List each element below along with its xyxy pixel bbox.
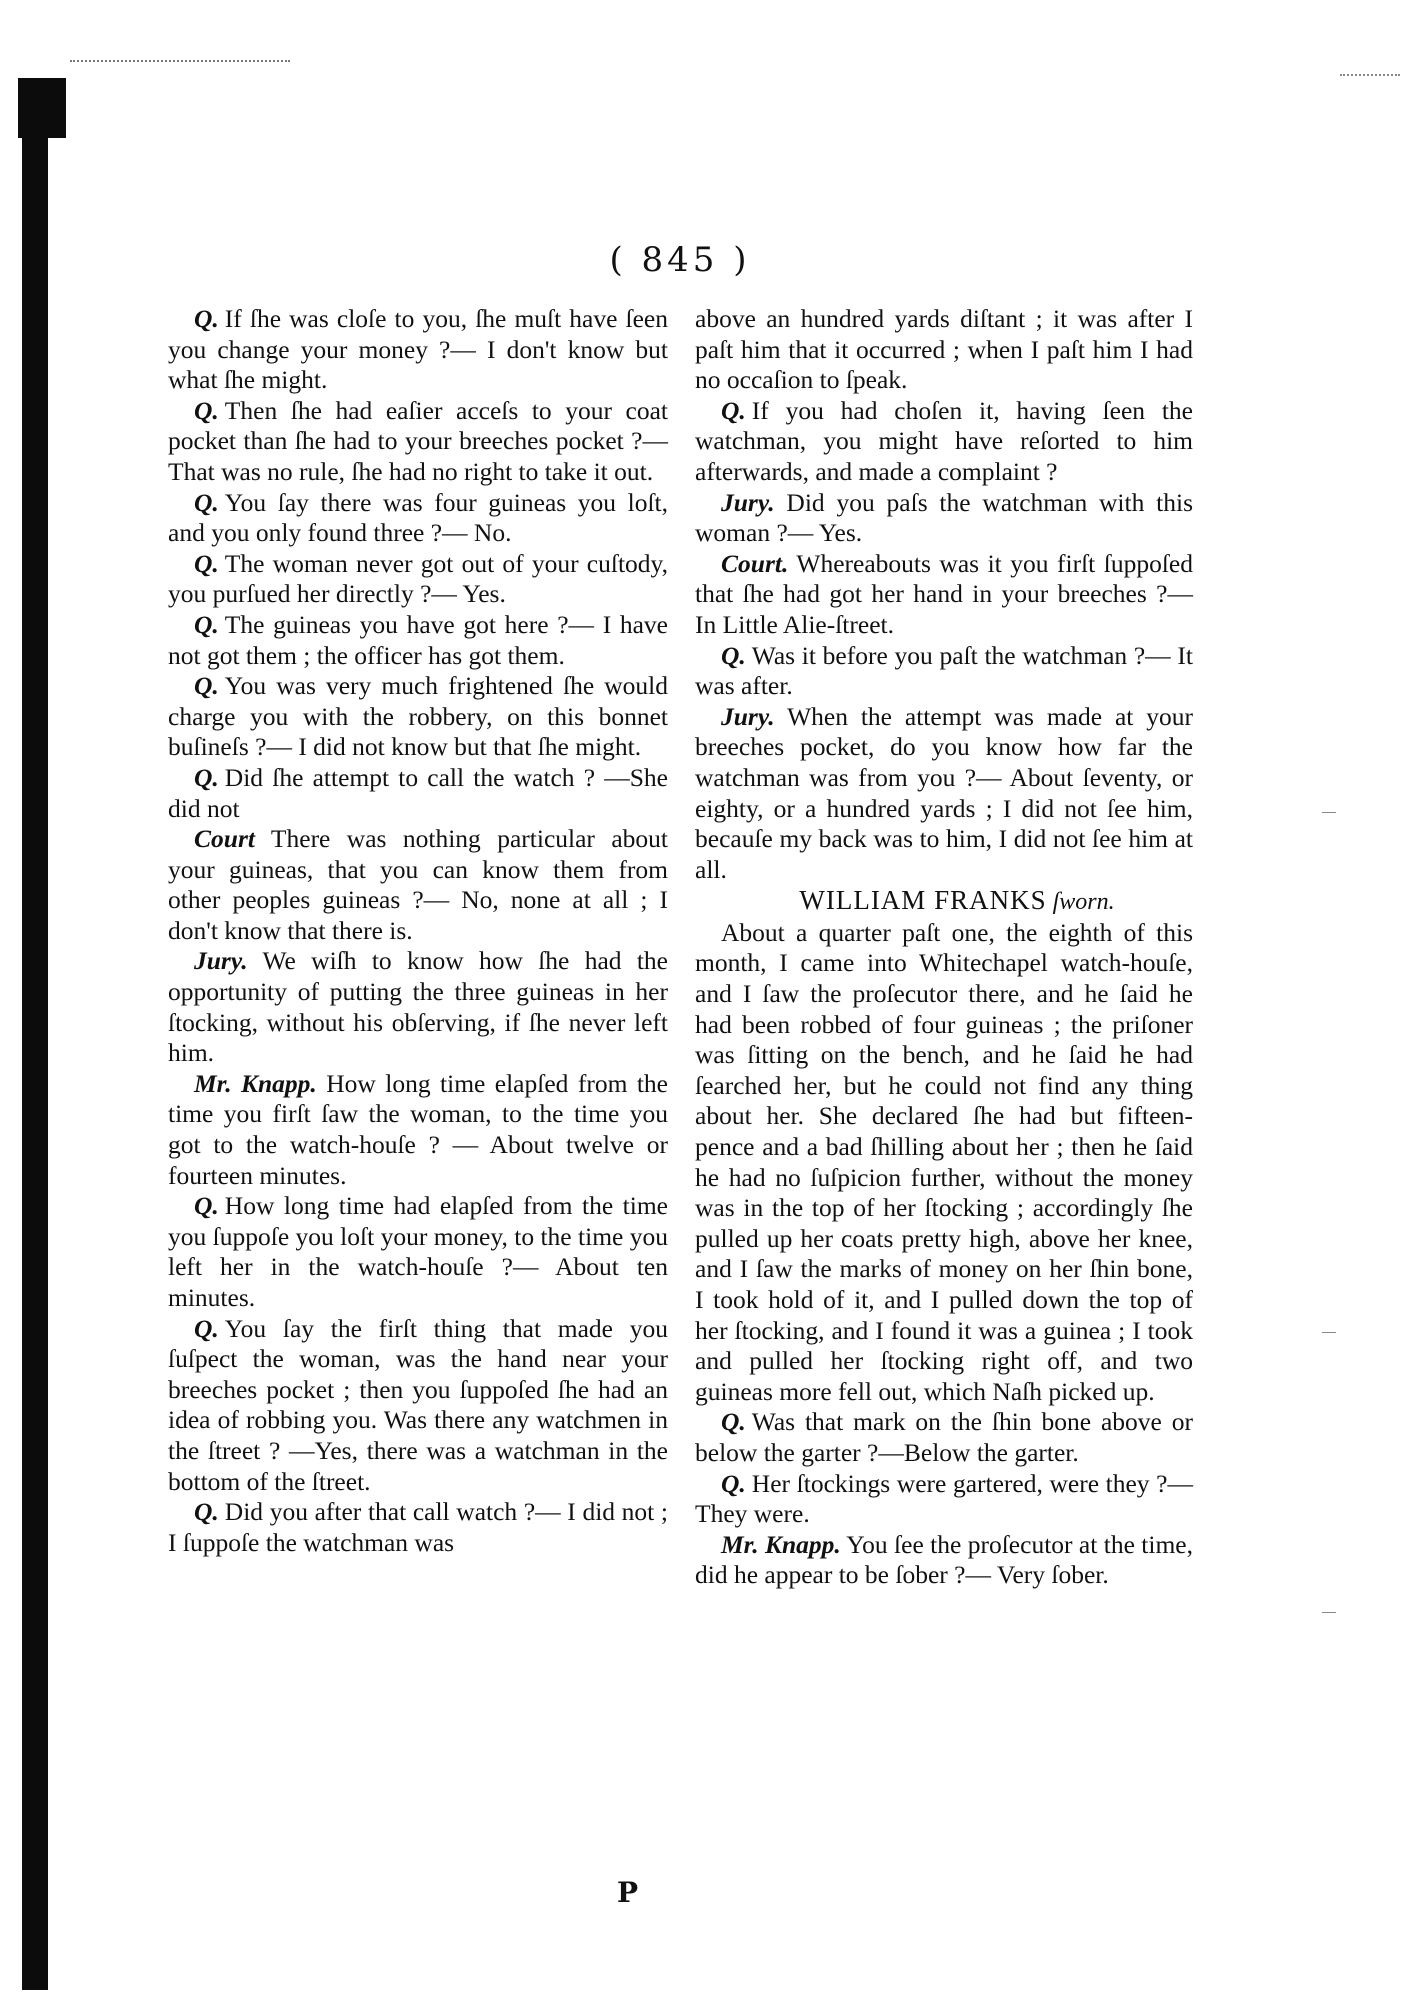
speaker-paragraph bbox=[695, 1530, 1193, 1591]
speaker-label: Jury. bbox=[721, 487, 775, 517]
paragraph-text: Her ſtockings were gartered, were they ?—They were. bbox=[695, 1468, 1193, 1529]
witness-heading bbox=[695, 885, 1193, 918]
left-column bbox=[168, 304, 668, 1914]
paragraph-text: You ſay there was four guineas you loſt, and you only found three ?— No. bbox=[168, 487, 668, 548]
paragraph-text: How long time elapſed from the time you firſt ſaw the woman, to the time you got to the watch-houſe ? — About twelve or fourteen minutes. bbox=[168, 1068, 668, 1190]
witness-name: WILLIAM FRANKS bbox=[799, 885, 1047, 916]
speaker-label: Jury. bbox=[721, 701, 775, 731]
question-paragraph bbox=[695, 1469, 1193, 1530]
paragraph-text: There was nothing particular about your guineas, that you can know them from other peoples guineas ?— No, none at all ; I don't know that there is. bbox=[168, 824, 668, 945]
paragraph-text: About a quarter paſt one, the eighth of this month, I came into Whitechapel watch-houſe, and I ſaw the proſecutor there, and he ſaid he had been robbed of four guineas ; the priſoner was ſitting on the bench, and he ſaid he had ſearched her, but he could not find any thing about her. She declared ſhe had but fifteen-pence and a bad ſhilling about her ; then he ſaid he had no ſuſpicion further, without the money was in the top of her ſtocking ; accordingly ſhe pulled up her coats pretty high, above her knee, and I ſaw the marks of money on her ſhin bone, I took hold of it, and I pulled down the top of her ſtocking, and I found it was a guinea ; I took and pulled her ſtocking right off, and two guineas more fell out, which Naſh picked up. bbox=[695, 917, 1193, 1406]
paragraph-text: Did you paſs the watchman with this woman ?— Yes. bbox=[695, 487, 1193, 548]
speaker-label: Mr. Knapp. bbox=[721, 1529, 841, 1559]
paragraph-text: Was it before you paſt the watchman ?— It was after. bbox=[695, 640, 1193, 701]
speaker-paragraph bbox=[168, 824, 668, 946]
signature-mark: P bbox=[617, 1876, 639, 1909]
paragraph-text: If ſhe was cloſe to you, ſhe muſt have ſeen you change your money ?— I don't know but what ſhe might. bbox=[168, 304, 668, 395]
testimony-paragraph bbox=[695, 304, 1193, 396]
question-paragraph bbox=[695, 396, 1193, 488]
question-marker: Q. bbox=[194, 1497, 219, 1527]
question-paragraph bbox=[168, 304, 668, 396]
question-marker: Q. bbox=[194, 395, 219, 425]
question-paragraph bbox=[168, 610, 668, 671]
speaker-paragraph bbox=[695, 488, 1193, 549]
question-paragraph bbox=[168, 396, 668, 488]
margin-tick bbox=[1322, 1612, 1336, 1613]
question-paragraph bbox=[695, 641, 1193, 702]
sworn-label: ſworn. bbox=[1046, 889, 1115, 916]
question-marker: Q. bbox=[194, 609, 219, 639]
paragraph-text: Then ſhe had eaſier acceſs to your coat pocket than ſhe had to your breeches pocket ?— That was no rule, ſhe had no right to take it out. bbox=[168, 395, 668, 486]
question-paragraph bbox=[168, 488, 668, 549]
speaker-label: Court. bbox=[721, 548, 789, 578]
question-marker: Q. bbox=[194, 487, 219, 517]
paragraph-text: When the attempt was made at your breeches pocket, do you know how far the watchman was from you ?— About ſeventy, or eighty, or a hundred yards ; I did not ſee him, becauſe my back was to him, I did not ſee him at all. bbox=[695, 701, 1193, 884]
question-paragraph bbox=[168, 1191, 668, 1313]
binding-shadow bbox=[22, 80, 48, 1990]
paragraph-text: The guineas you have got here ?— I have not got them ; the officer has got them. bbox=[168, 609, 668, 670]
paragraph-text: You was very much frightened ſhe would charge you with the robbery, on this bonnet buſineſs ?— I did not know but that ſhe might. bbox=[168, 671, 668, 762]
question-paragraph bbox=[695, 1407, 1193, 1468]
question-paragraph bbox=[168, 1497, 668, 1558]
question-paragraph bbox=[168, 671, 668, 763]
speaker-paragraph bbox=[168, 1069, 668, 1191]
question-marker: Q. bbox=[721, 1468, 746, 1498]
speaker-label: Jury. bbox=[194, 946, 248, 976]
paragraph-text: If you had choſen it, having ſeen the watchman, you might have reſorted to him afterwards, and made a complaint ? bbox=[695, 395, 1193, 486]
speaker-paragraph bbox=[168, 946, 668, 1068]
question-marker: Q. bbox=[194, 762, 219, 792]
margin-tick bbox=[1322, 812, 1336, 813]
question-paragraph bbox=[168, 763, 668, 824]
paragraph-text: How long time had elapſed from the time you ſuppoſe you loſt your money, to the time you left her in the watch-houſe ?— About ten minutes. bbox=[168, 1191, 668, 1312]
question-marker: Q. bbox=[194, 304, 219, 333]
speaker-paragraph bbox=[695, 549, 1193, 641]
right-column bbox=[695, 304, 1193, 1914]
margin-tick bbox=[1322, 1332, 1336, 1333]
paragraph-text: You ſay the firſt thing that made you ſuſpect the woman, was the hand near your breeches pocket ; then you ſuppoſed ſhe had an idea of robbing you. Was there any watchmen in the ſtreet ? —Yes, there was a watchman in the bottom of the ſtreet. bbox=[168, 1313, 668, 1496]
speaker-label: Mr. Knapp. bbox=[194, 1068, 317, 1098]
question-marker: Q. bbox=[194, 671, 219, 701]
speaker-label: Court bbox=[194, 824, 255, 854]
question-marker: Q. bbox=[721, 395, 746, 425]
paragraph-text: Did ſhe attempt to call the watch ? —She did not bbox=[168, 762, 668, 823]
question-marker: Q. bbox=[194, 548, 219, 578]
question-marker: Q. bbox=[194, 1191, 219, 1221]
paragraph-text: You ſee the proſecutor at the time, did he appear to be ſober ?— Very ſober. bbox=[695, 1529, 1193, 1590]
paragraph-text: Was that mark on the ſhin bone above or below the garter ?—Below the garter. bbox=[695, 1407, 1193, 1467]
testimony-paragraph bbox=[695, 918, 1193, 1408]
question-marker: Q. bbox=[194, 1313, 219, 1343]
binding-shadow-top bbox=[18, 78, 66, 138]
paragraph-text: Whereabouts was it you firſt ſuppoſed that ſhe had got her hand in your breeches ?— In Little Alie-ſtreet. bbox=[695, 548, 1194, 639]
question-paragraph bbox=[168, 1314, 668, 1498]
question-marker: Q. bbox=[721, 640, 746, 670]
page-number: ( 845 ) bbox=[609, 240, 751, 280]
question-paragraph bbox=[168, 549, 668, 610]
paragraph-text: The woman never got out of your cuſtody, you purſued her directly ?— Yes. bbox=[168, 548, 668, 609]
scan-edge-mark-right bbox=[1340, 74, 1400, 76]
paragraph-text: above an hundred yards diſtant ; it was after I paſt him that it occurred ; when I paſt him I had no occaſion to ſpeak. bbox=[695, 304, 1193, 395]
paragraph-text: Did you after that call watch ?— I did not ; I ſuppoſe the watchman was bbox=[168, 1497, 668, 1557]
speaker-paragraph bbox=[695, 702, 1193, 886]
scan-edge-mark bbox=[70, 60, 290, 62]
paragraph-text: We wiſh to know how ſhe had the opportunity of putting the three guineas in her ſtocking, without his obſerving, if ſhe never left him. bbox=[168, 946, 668, 1068]
question-marker: Q. bbox=[721, 1407, 746, 1437]
